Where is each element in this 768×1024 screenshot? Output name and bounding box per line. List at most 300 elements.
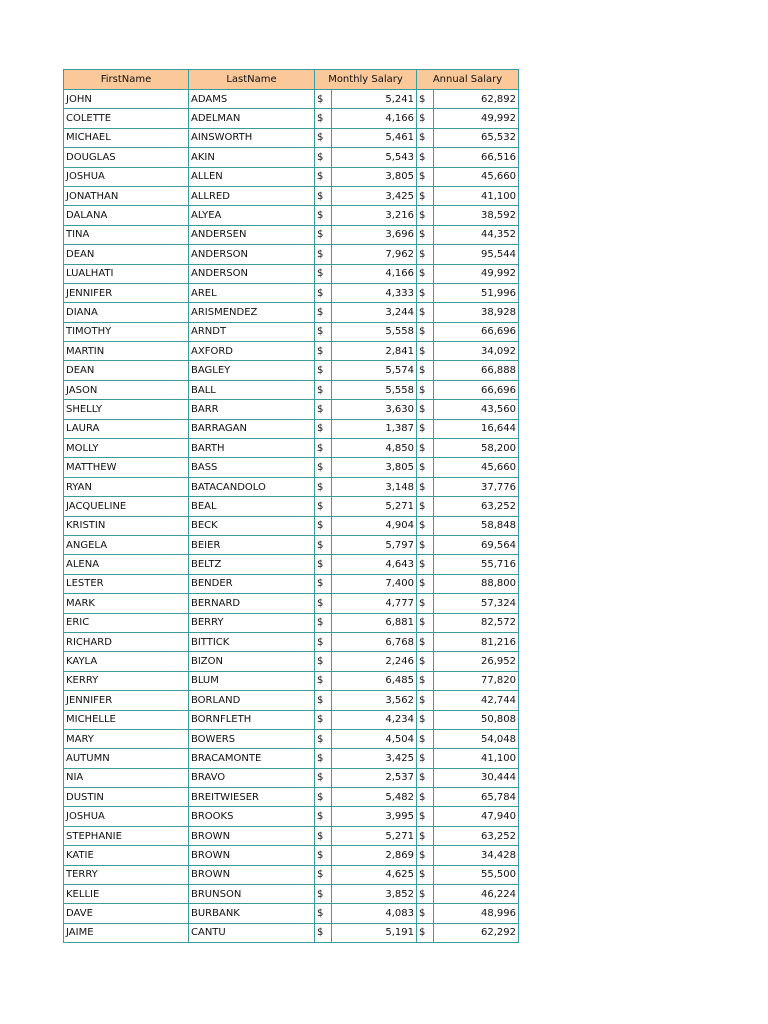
- last-name-cell: AINSWORTH: [189, 128, 315, 147]
- monthly-currency-symbol: $: [315, 361, 332, 380]
- monthly-currency-symbol: $: [315, 904, 332, 923]
- annual-salary-value: 95,544: [434, 245, 519, 264]
- header-last-name: LastName: [189, 70, 315, 90]
- annual-currency-symbol: $: [417, 729, 434, 748]
- table-row: [64, 826, 519, 845]
- first-name-cell: DIANA: [64, 303, 189, 322]
- last-name-cell: BORLAND: [189, 691, 315, 710]
- table-row: [64, 225, 519, 244]
- monthly-currency-symbol: $: [315, 516, 332, 535]
- table-row: [64, 303, 519, 322]
- last-name-cell: BEAL: [189, 497, 315, 516]
- last-name-cell: ALLEN: [189, 167, 315, 186]
- monthly-salary-value: 4,166: [332, 264, 417, 283]
- table-row: [64, 535, 519, 554]
- monthly-salary-value: 2,869: [332, 846, 417, 865]
- last-name-cell: AXFORD: [189, 342, 315, 361]
- last-name-cell: BOWERS: [189, 729, 315, 748]
- annual-salary-value: 41,100: [434, 749, 519, 768]
- first-name-cell: MICHAEL: [64, 128, 189, 147]
- table-row: [64, 846, 519, 865]
- monthly-currency-symbol: $: [315, 749, 332, 768]
- last-name-cell: BARTH: [189, 439, 315, 458]
- monthly-currency-symbol: $: [315, 497, 332, 516]
- table-row: [64, 768, 519, 787]
- monthly-currency-symbol: $: [315, 846, 332, 865]
- monthly-currency-symbol: $: [315, 322, 332, 341]
- first-name-cell: RICHARD: [64, 632, 189, 651]
- annual-currency-symbol: $: [417, 904, 434, 923]
- annual-salary-value: 49,992: [434, 264, 519, 283]
- last-name-cell: BROOKS: [189, 807, 315, 826]
- annual-salary-value: 34,092: [434, 342, 519, 361]
- monthly-salary-value: 3,852: [332, 885, 417, 904]
- annual-currency-symbol: $: [417, 419, 434, 438]
- annual-salary-value: 41,100: [434, 186, 519, 205]
- monthly-currency-symbol: $: [315, 594, 332, 613]
- last-name-cell: BASS: [189, 458, 315, 477]
- annual-salary-value: 16,644: [434, 419, 519, 438]
- last-name-cell: BREITWIESER: [189, 788, 315, 807]
- annual-salary-value: 62,892: [434, 90, 519, 109]
- first-name-cell: SHELLY: [64, 400, 189, 419]
- annual-currency-symbol: $: [417, 380, 434, 399]
- annual-salary-value: 54,048: [434, 729, 519, 748]
- last-name-cell: BENDER: [189, 574, 315, 593]
- monthly-currency-symbol: $: [315, 788, 332, 807]
- annual-currency-symbol: $: [417, 749, 434, 768]
- table-row: [64, 419, 519, 438]
- last-name-cell: BERRY: [189, 613, 315, 632]
- first-name-cell: JENNIFER: [64, 691, 189, 710]
- first-name-cell: MARK: [64, 594, 189, 613]
- monthly-currency-symbol: $: [315, 206, 332, 225]
- monthly-salary-value: 5,191: [332, 923, 417, 942]
- annual-currency-symbol: $: [417, 613, 434, 632]
- monthly-salary-value: 5,543: [332, 148, 417, 167]
- monthly-salary-value: 3,696: [332, 225, 417, 244]
- monthly-salary-value: 5,482: [332, 788, 417, 807]
- monthly-salary-value: 3,148: [332, 477, 417, 496]
- monthly-currency-symbol: $: [315, 691, 332, 710]
- monthly-salary-value: 2,841: [332, 342, 417, 361]
- table-row: [64, 380, 519, 399]
- first-name-cell: MATTHEW: [64, 458, 189, 477]
- monthly-salary-value: 3,805: [332, 458, 417, 477]
- annual-salary-value: 77,820: [434, 671, 519, 690]
- annual-currency-symbol: $: [417, 516, 434, 535]
- annual-salary-value: 37,776: [434, 477, 519, 496]
- table-row: [64, 477, 519, 496]
- last-name-cell: CANTU: [189, 923, 315, 942]
- annual-salary-value: 44,352: [434, 225, 519, 244]
- annual-salary-value: 45,660: [434, 458, 519, 477]
- monthly-currency-symbol: $: [315, 167, 332, 186]
- annual-salary-value: 65,532: [434, 128, 519, 147]
- monthly-currency-symbol: $: [315, 380, 332, 399]
- monthly-currency-symbol: $: [315, 807, 332, 826]
- annual-currency-symbol: $: [417, 807, 434, 826]
- monthly-currency-symbol: $: [315, 148, 332, 167]
- table-row: [64, 710, 519, 729]
- first-name-cell: LESTER: [64, 574, 189, 593]
- monthly-currency-symbol: $: [315, 439, 332, 458]
- annual-currency-symbol: $: [417, 691, 434, 710]
- monthly-salary-value: 4,333: [332, 283, 417, 302]
- annual-salary-value: 82,572: [434, 613, 519, 632]
- table-row: [64, 729, 519, 748]
- first-name-cell: DUSTIN: [64, 788, 189, 807]
- table-row: [64, 691, 519, 710]
- annual-salary-value: 47,940: [434, 807, 519, 826]
- monthly-salary-value: 3,244: [332, 303, 417, 322]
- table-row: [64, 923, 519, 942]
- first-name-cell: ALENA: [64, 555, 189, 574]
- last-name-cell: BRUNSON: [189, 885, 315, 904]
- monthly-salary-value: 3,425: [332, 749, 417, 768]
- annual-salary-value: 58,848: [434, 516, 519, 535]
- last-name-cell: BATACANDOLO: [189, 477, 315, 496]
- annual-salary-value: 48,996: [434, 904, 519, 923]
- last-name-cell: BELTZ: [189, 555, 315, 574]
- table-row: [64, 671, 519, 690]
- annual-currency-symbol: $: [417, 109, 434, 128]
- table-row: [64, 206, 519, 225]
- monthly-salary-value: 4,904: [332, 516, 417, 535]
- table-row: [64, 342, 519, 361]
- first-name-cell: KAYLA: [64, 652, 189, 671]
- monthly-currency-symbol: $: [315, 419, 332, 438]
- annual-salary-value: 65,784: [434, 788, 519, 807]
- last-name-cell: BROWN: [189, 846, 315, 865]
- table-row: [64, 400, 519, 419]
- monthly-salary-value: 3,995: [332, 807, 417, 826]
- monthly-salary-value: 6,485: [332, 671, 417, 690]
- monthly-salary-value: 5,797: [332, 535, 417, 554]
- annual-salary-value: 66,516: [434, 148, 519, 167]
- table-row: [64, 865, 519, 884]
- annual-salary-value: 30,444: [434, 768, 519, 787]
- last-name-cell: BITTICK: [189, 632, 315, 651]
- monthly-currency-symbol: $: [315, 768, 332, 787]
- table-row: [64, 148, 519, 167]
- last-name-cell: BALL: [189, 380, 315, 399]
- annual-currency-symbol: $: [417, 885, 434, 904]
- last-name-cell: ANDERSEN: [189, 225, 315, 244]
- table-row: [64, 807, 519, 826]
- monthly-currency-symbol: $: [315, 342, 332, 361]
- last-name-cell: BIZON: [189, 652, 315, 671]
- monthly-salary-value: 6,768: [332, 632, 417, 651]
- table-row: [64, 90, 519, 109]
- annual-currency-symbol: $: [417, 923, 434, 942]
- annual-currency-symbol: $: [417, 652, 434, 671]
- monthly-salary-value: 4,083: [332, 904, 417, 923]
- first-name-cell: COLETTE: [64, 109, 189, 128]
- annual-salary-value: 26,952: [434, 652, 519, 671]
- monthly-currency-symbol: $: [315, 283, 332, 302]
- monthly-salary-value: 4,166: [332, 109, 417, 128]
- table-body: [64, 90, 519, 943]
- monthly-currency-symbol: $: [315, 535, 332, 554]
- annual-salary-value: 51,996: [434, 283, 519, 302]
- table-row: [64, 322, 519, 341]
- annual-currency-symbol: $: [417, 768, 434, 787]
- monthly-salary-value: 6,881: [332, 613, 417, 632]
- monthly-salary-value: 1,387: [332, 419, 417, 438]
- monthly-salary-value: 2,246: [332, 652, 417, 671]
- annual-salary-value: 66,696: [434, 380, 519, 399]
- monthly-currency-symbol: $: [315, 128, 332, 147]
- annual-currency-symbol: $: [417, 128, 434, 147]
- monthly-salary-value: 4,643: [332, 555, 417, 574]
- annual-salary-value: 42,744: [434, 691, 519, 710]
- last-name-cell: BROWN: [189, 865, 315, 884]
- table-row: [64, 439, 519, 458]
- annual-salary-value: 50,808: [434, 710, 519, 729]
- monthly-salary-value: 3,630: [332, 400, 417, 419]
- first-name-cell: DOUGLAS: [64, 148, 189, 167]
- monthly-currency-symbol: $: [315, 225, 332, 244]
- monthly-currency-symbol: $: [315, 555, 332, 574]
- monthly-salary-value: 5,558: [332, 380, 417, 399]
- annual-salary-value: 63,252: [434, 497, 519, 516]
- annual-currency-symbol: $: [417, 632, 434, 651]
- monthly-currency-symbol: $: [315, 652, 332, 671]
- annual-currency-symbol: $: [417, 477, 434, 496]
- monthly-currency-symbol: $: [315, 671, 332, 690]
- first-name-cell: AUTUMN: [64, 749, 189, 768]
- annual-currency-symbol: $: [417, 574, 434, 593]
- table-row: [64, 632, 519, 651]
- first-name-cell: MARY: [64, 729, 189, 748]
- first-name-cell: JENNIFER: [64, 283, 189, 302]
- annual-salary-value: 81,216: [434, 632, 519, 651]
- table-row: [64, 574, 519, 593]
- last-name-cell: BERNARD: [189, 594, 315, 613]
- monthly-currency-symbol: $: [315, 264, 332, 283]
- annual-currency-symbol: $: [417, 206, 434, 225]
- first-name-cell: KATIE: [64, 846, 189, 865]
- last-name-cell: BECK: [189, 516, 315, 535]
- monthly-salary-value: 4,504: [332, 729, 417, 748]
- monthly-currency-symbol: $: [315, 186, 332, 205]
- monthly-currency-symbol: $: [315, 865, 332, 884]
- monthly-salary-value: 5,241: [332, 90, 417, 109]
- annual-currency-symbol: $: [417, 710, 434, 729]
- monthly-currency-symbol: $: [315, 458, 332, 477]
- monthly-currency-symbol: $: [315, 632, 332, 651]
- last-name-cell: BARR: [189, 400, 315, 419]
- monthly-salary-value: 3,562: [332, 691, 417, 710]
- monthly-salary-value: 3,216: [332, 206, 417, 225]
- annual-currency-symbol: $: [417, 342, 434, 361]
- table-row: [64, 788, 519, 807]
- monthly-salary-value: 4,625: [332, 865, 417, 884]
- first-name-cell: JOSHUA: [64, 167, 189, 186]
- annual-salary-value: 45,660: [434, 167, 519, 186]
- annual-salary-value: 55,716: [434, 555, 519, 574]
- monthly-salary-value: 5,461: [332, 128, 417, 147]
- annual-currency-symbol: $: [417, 846, 434, 865]
- annual-currency-symbol: $: [417, 283, 434, 302]
- first-name-cell: JONATHAN: [64, 186, 189, 205]
- table-row: [64, 885, 519, 904]
- first-name-cell: JAIME: [64, 923, 189, 942]
- first-name-cell: KRISTIN: [64, 516, 189, 535]
- first-name-cell: KELLIE: [64, 885, 189, 904]
- monthly-currency-symbol: $: [315, 923, 332, 942]
- annual-currency-symbol: $: [417, 458, 434, 477]
- table-row: [64, 594, 519, 613]
- first-name-cell: DALANA: [64, 206, 189, 225]
- first-name-cell: DEAN: [64, 245, 189, 264]
- last-name-cell: BLUM: [189, 671, 315, 690]
- first-name-cell: ERIC: [64, 613, 189, 632]
- annual-currency-symbol: $: [417, 245, 434, 264]
- annual-currency-symbol: $: [417, 186, 434, 205]
- last-name-cell: ARNDT: [189, 322, 315, 341]
- first-name-cell: RYAN: [64, 477, 189, 496]
- last-name-cell: ALYEA: [189, 206, 315, 225]
- last-name-cell: BEIER: [189, 535, 315, 554]
- monthly-salary-value: 5,271: [332, 826, 417, 845]
- monthly-currency-symbol: $: [315, 826, 332, 845]
- last-name-cell: AKIN: [189, 148, 315, 167]
- first-name-cell: TIMOTHY: [64, 322, 189, 341]
- annual-currency-symbol: $: [417, 303, 434, 322]
- table-row: [64, 264, 519, 283]
- monthly-salary-value: 7,962: [332, 245, 417, 264]
- first-name-cell: DAVE: [64, 904, 189, 923]
- header-first-name: FirstName: [64, 70, 189, 90]
- annual-currency-symbol: $: [417, 361, 434, 380]
- table-row: [64, 167, 519, 186]
- annual-currency-symbol: $: [417, 322, 434, 341]
- monthly-salary-value: 5,558: [332, 322, 417, 341]
- last-name-cell: ALLRED: [189, 186, 315, 205]
- monthly-currency-symbol: $: [315, 729, 332, 748]
- first-name-cell: KERRY: [64, 671, 189, 690]
- annual-salary-value: 69,564: [434, 535, 519, 554]
- annual-salary-value: 62,292: [434, 923, 519, 942]
- annual-currency-symbol: $: [417, 90, 434, 109]
- table-row: [64, 361, 519, 380]
- monthly-salary-value: 3,425: [332, 186, 417, 205]
- annual-salary-value: 34,428: [434, 846, 519, 865]
- annual-currency-symbol: $: [417, 497, 434, 516]
- table-row: [64, 516, 519, 535]
- monthly-currency-symbol: $: [315, 613, 332, 632]
- annual-currency-symbol: $: [417, 788, 434, 807]
- first-name-cell: NIA: [64, 768, 189, 787]
- table-row: [64, 613, 519, 632]
- last-name-cell: BRAVO: [189, 768, 315, 787]
- annual-currency-symbol: $: [417, 439, 434, 458]
- monthly-currency-symbol: $: [315, 245, 332, 264]
- annual-currency-symbol: $: [417, 535, 434, 554]
- table-row: [64, 458, 519, 477]
- first-name-cell: JOSHUA: [64, 807, 189, 826]
- annual-currency-symbol: $: [417, 826, 434, 845]
- first-name-cell: MARTIN: [64, 342, 189, 361]
- table-row: [64, 245, 519, 264]
- annual-currency-symbol: $: [417, 400, 434, 419]
- table-row: [64, 109, 519, 128]
- annual-currency-symbol: $: [417, 865, 434, 884]
- monthly-salary-value: 4,850: [332, 439, 417, 458]
- table-row: [64, 904, 519, 923]
- annual-currency-symbol: $: [417, 225, 434, 244]
- first-name-cell: ANGELA: [64, 535, 189, 554]
- table-row: [64, 749, 519, 768]
- annual-salary-value: 55,500: [434, 865, 519, 884]
- annual-salary-value: 58,200: [434, 439, 519, 458]
- first-name-cell: JACQUELINE: [64, 497, 189, 516]
- monthly-salary-value: 2,537: [332, 768, 417, 787]
- last-name-cell: BURBANK: [189, 904, 315, 923]
- monthly-currency-symbol: $: [315, 477, 332, 496]
- last-name-cell: ADELMAN: [189, 109, 315, 128]
- first-name-cell: JOHN: [64, 90, 189, 109]
- monthly-currency-symbol: $: [315, 574, 332, 593]
- header-annual-salary: Annual Salary: [417, 70, 519, 90]
- annual-salary-value: 66,888: [434, 361, 519, 380]
- last-name-cell: BRACAMONTE: [189, 749, 315, 768]
- table-row: [64, 652, 519, 671]
- annual-currency-symbol: $: [417, 167, 434, 186]
- annual-currency-symbol: $: [417, 594, 434, 613]
- last-name-cell: ARISMENDEZ: [189, 303, 315, 322]
- annual-salary-value: 88,800: [434, 574, 519, 593]
- first-name-cell: DEAN: [64, 361, 189, 380]
- monthly-currency-symbol: $: [315, 885, 332, 904]
- annual-salary-value: 66,696: [434, 322, 519, 341]
- monthly-currency-symbol: $: [315, 400, 332, 419]
- last-name-cell: BAGLEY: [189, 361, 315, 380]
- annual-salary-value: 49,992: [434, 109, 519, 128]
- last-name-cell: BORNFLETH: [189, 710, 315, 729]
- monthly-salary-value: 5,271: [332, 497, 417, 516]
- annual-currency-symbol: $: [417, 671, 434, 690]
- monthly-currency-symbol: $: [315, 90, 332, 109]
- last-name-cell: ADAMS: [189, 90, 315, 109]
- monthly-salary-value: 5,574: [332, 361, 417, 380]
- first-name-cell: STEPHANIE: [64, 826, 189, 845]
- first-name-cell: LUALHATI: [64, 264, 189, 283]
- header-row: [64, 70, 519, 90]
- annual-currency-symbol: $: [417, 555, 434, 574]
- monthly-currency-symbol: $: [315, 710, 332, 729]
- annual-salary-value: 46,224: [434, 885, 519, 904]
- first-name-cell: MICHELLE: [64, 710, 189, 729]
- first-name-cell: TERRY: [64, 865, 189, 884]
- last-name-cell: BARRAGAN: [189, 419, 315, 438]
- annual-currency-symbol: $: [417, 264, 434, 283]
- first-name-cell: MOLLY: [64, 439, 189, 458]
- monthly-currency-symbol: $: [315, 109, 332, 128]
- monthly-salary-value: 7,400: [332, 574, 417, 593]
- monthly-salary-value: 4,777: [332, 594, 417, 613]
- table-row: [64, 128, 519, 147]
- monthly-currency-symbol: $: [315, 303, 332, 322]
- annual-salary-value: 38,592: [434, 206, 519, 225]
- table-row: [64, 283, 519, 302]
- first-name-cell: LAURA: [64, 419, 189, 438]
- table-row: [64, 555, 519, 574]
- monthly-salary-value: 3,805: [332, 167, 417, 186]
- header-monthly-salary: Monthly Salary: [315, 70, 417, 90]
